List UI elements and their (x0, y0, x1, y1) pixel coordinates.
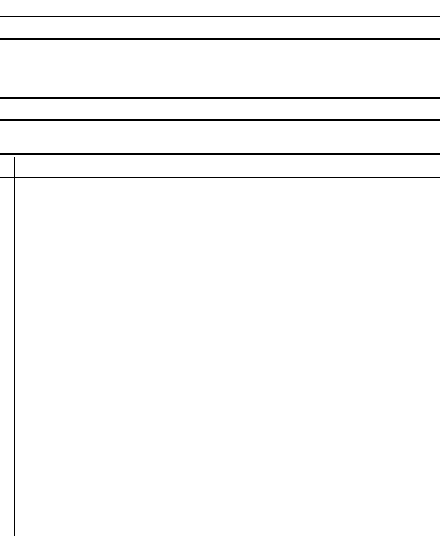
title-divider (0, 16, 440, 17)
children-top-divider (0, 153, 440, 155)
wife-top-divider (0, 97, 440, 99)
children-column-divider (14, 157, 15, 536)
husband-divider (0, 38, 440, 40)
children-header-divider (0, 177, 440, 178)
wife-divider (0, 119, 440, 121)
